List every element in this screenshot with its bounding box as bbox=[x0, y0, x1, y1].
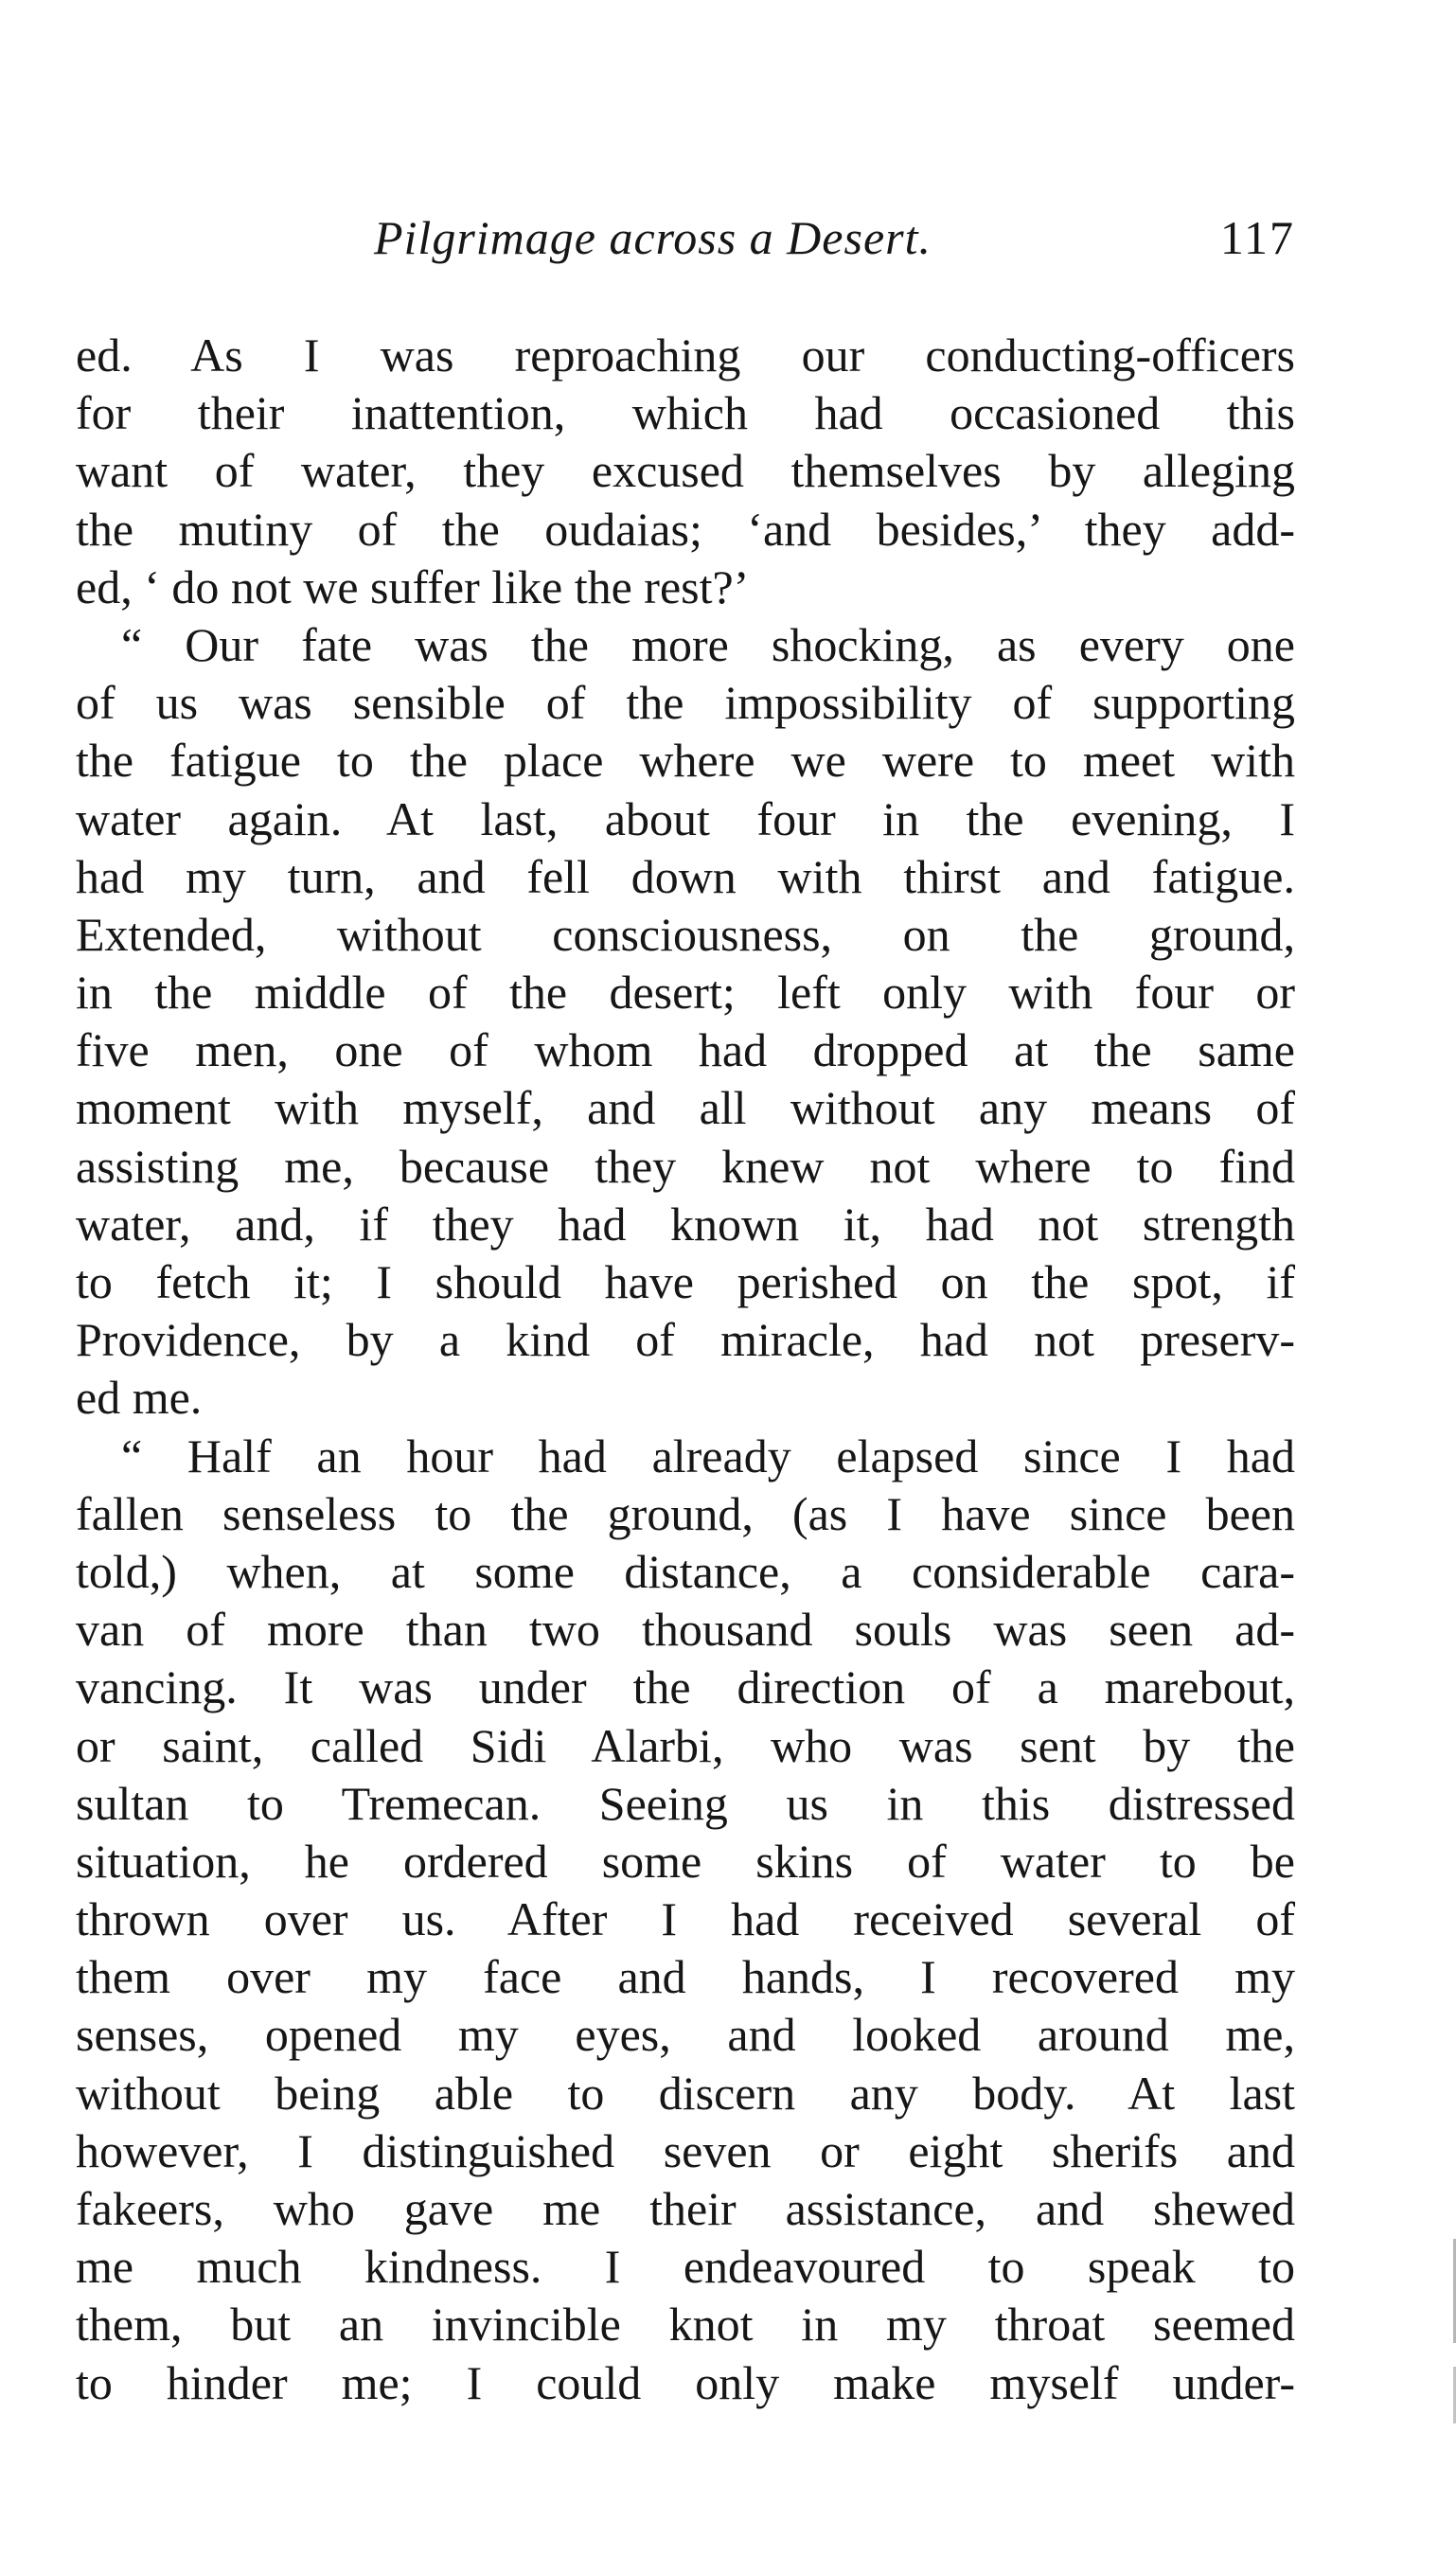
text-line: water again. At last, about four in the evening, I bbox=[76, 791, 1295, 845]
text-line: to hinder me; I could only make myself under- bbox=[76, 2355, 1295, 2409]
text-line: of us was sensible of the impossibility of supporting bbox=[76, 676, 1295, 730]
text-line: them, but an invincible knot in my throat seemed bbox=[76, 2298, 1295, 2352]
text-line: van of more than two thousand souls was seen ad- bbox=[76, 1603, 1295, 1657]
text-line: me much kindness. I endeavoured to speak to bbox=[76, 2240, 1295, 2294]
text-line: senses, opened my eyes, and looked around me, bbox=[76, 2008, 1295, 2062]
text-line: in the middle of the desert; left only with four or bbox=[76, 966, 1295, 1020]
text-line: for their inattention, which had occasioned this bbox=[76, 386, 1295, 440]
text-line: water, and, if they had known it, had not strength bbox=[76, 1197, 1295, 1251]
text-line: vancing. It was under the direction of a marebout, bbox=[76, 1660, 1295, 1714]
text-line: the fatigue to the place where we were to meet with bbox=[76, 734, 1295, 788]
running-title: Pilgrimage across a Desert. bbox=[374, 211, 932, 264]
body-text bbox=[76, 327, 1295, 2412]
text-line: ed. As I was reproaching our conducting-officers bbox=[76, 328, 1295, 382]
text-line: want of water, they excused themselves by alleging bbox=[76, 444, 1295, 498]
text-line: five men, one of whom had dropped at the same bbox=[76, 1023, 1295, 1077]
paragraph-start-line: “ Our fate was the more shocking, as every one bbox=[121, 617, 1295, 671]
text-line: to fetch it; I should have perished on the spot, if bbox=[76, 1255, 1295, 1308]
text-line: however, I distinguished seven or eight sherifs and bbox=[76, 2123, 1295, 2177]
text-line: fallen senseless to the ground, (as I have since been bbox=[76, 1486, 1295, 1540]
running-head bbox=[76, 210, 1295, 267]
text-line: thrown over us. After I had received several of bbox=[76, 1892, 1295, 1946]
text-line: the mutiny of the oudaias; ‘and besides,’ they add- bbox=[76, 502, 1295, 556]
text-line: assisting me, because they knew not where to find bbox=[76, 1139, 1295, 1193]
text-line: them over my face and hands, I recovered my bbox=[76, 1950, 1295, 2004]
text-line: ed me. bbox=[76, 1371, 203, 1425]
text-line: sultan to Tremecan. Seeing us in this distressed bbox=[76, 1776, 1295, 1830]
text-line: Extended, without consciousness, on the ground, bbox=[76, 907, 1295, 961]
text-line: had my turn, and fell down with thirst and fatigue. bbox=[76, 849, 1295, 903]
paragraph-start-line: “ Half an hour had already elapsed since I had bbox=[121, 1429, 1295, 1482]
text-line: or saint, called Sidi Alarbi, who was sent by the bbox=[76, 1718, 1295, 1772]
text-line: without being able to discern any body. At last bbox=[76, 2066, 1295, 2120]
text-line: Providence, by a kind of miracle, had not preserv- bbox=[76, 1313, 1295, 1367]
text-line: told,) when, at some distance, a considerable cara- bbox=[76, 1544, 1295, 1598]
text-line: fakeers, who gave me their assistance, and shewed bbox=[76, 2182, 1295, 2235]
text-line: situation, he ordered some skins of water to be bbox=[76, 1834, 1295, 1888]
text-line: ed, ‘ do not we suffer like the rest?’ bbox=[76, 559, 750, 613]
page-number: 117 bbox=[1219, 211, 1295, 264]
text-line: moment with myself, and all without any means of bbox=[76, 1081, 1295, 1135]
